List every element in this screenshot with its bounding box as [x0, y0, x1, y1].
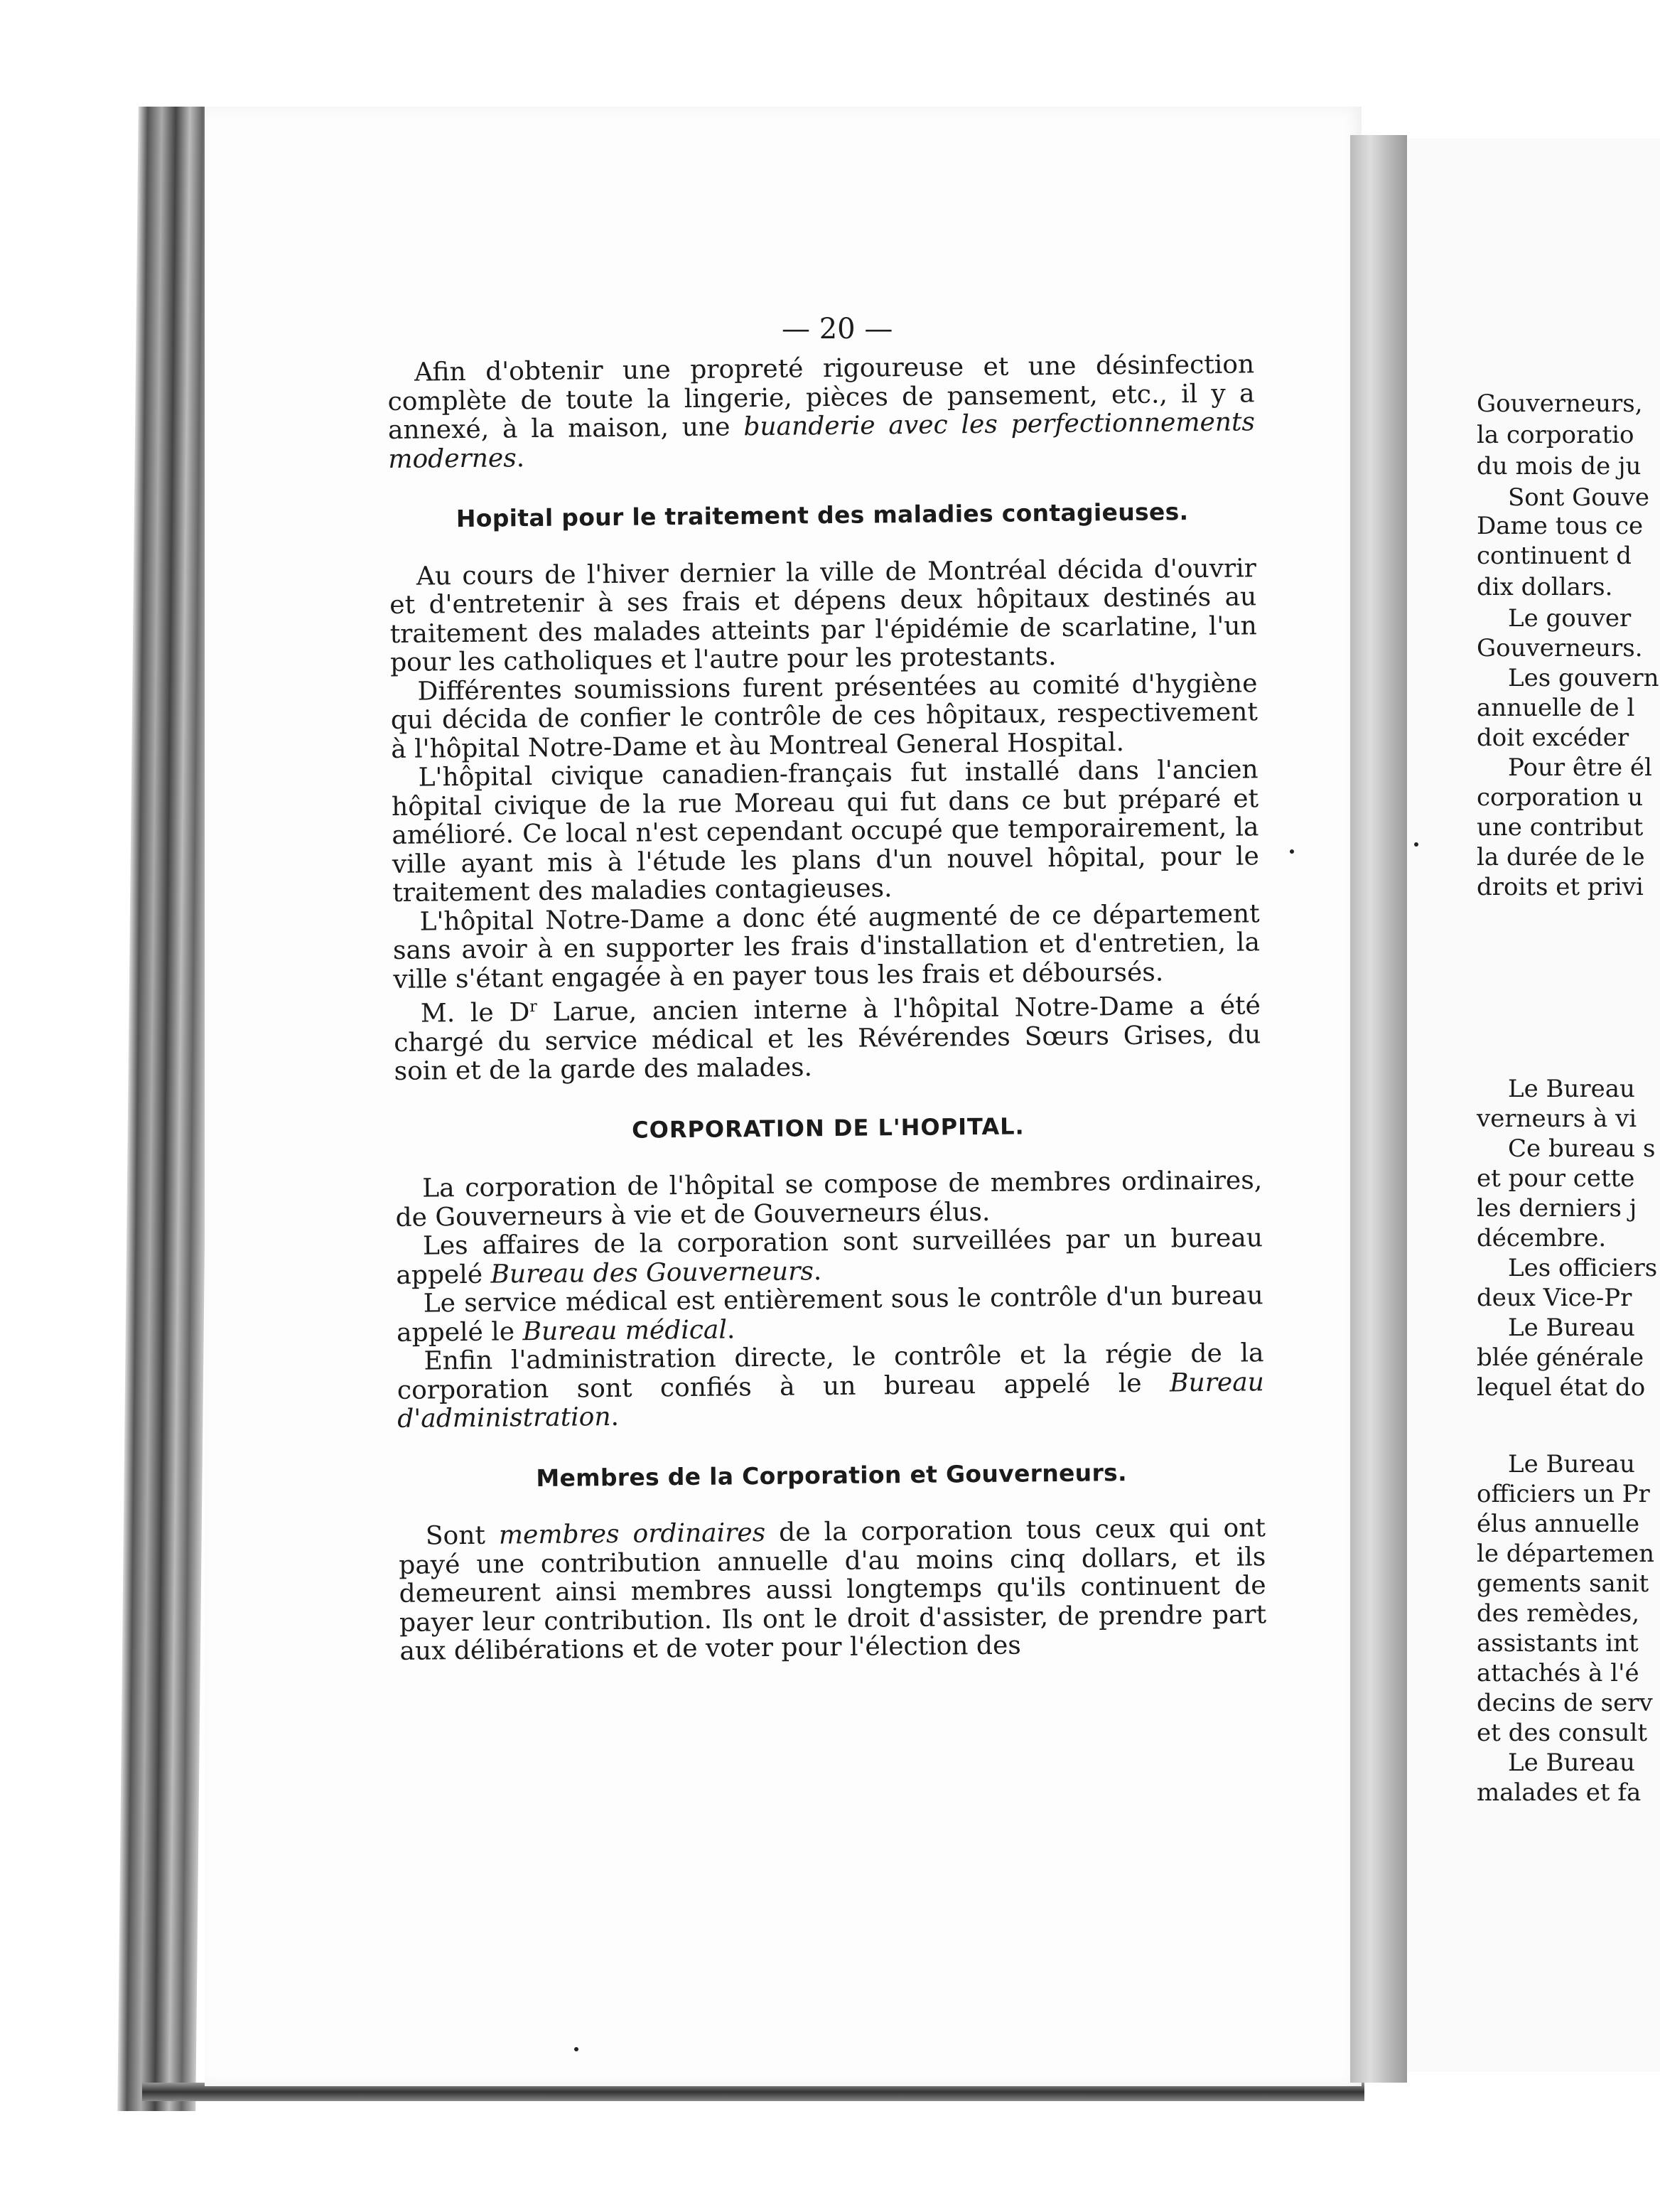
right-page-line: Le gouver — [1508, 604, 1632, 633]
right-page-line: le départemen — [1477, 1540, 1655, 1568]
page-number: — 20 — — [782, 313, 893, 345]
right-page-line: verneurs à vi — [1477, 1105, 1637, 1133]
speck — [1414, 842, 1418, 847]
paragraph-composition: La corporation de l'hôpital se compose de membres ordinaires, de Gouverneurs à vie et de Gouverneurs élus. — [395, 1166, 1263, 1233]
right-page-line: blée générale — [1477, 1343, 1644, 1372]
right-page-line: deux Vice-Pr — [1477, 1284, 1632, 1312]
right-page-line: du mois de ju — [1477, 452, 1642, 480]
right-page-line: Gouverneurs. — [1477, 634, 1643, 662]
right-page-line: Les gouvern — [1508, 664, 1659, 692]
paragraph-ordinary-members: Sont membres ordinaires de la corporation tous ceux qui ont payé une contribution annuelle d'au moins cinq dollars, et ils demeurent ainsi membres aussi longtemps qu'ils continuent de payer leur contribution. Ils ont le droit d'assister, de prendre part aux délibérations et de voter pour l'élection des — [399, 1513, 1267, 1666]
right-page-line: Dame tous ce — [1477, 512, 1644, 540]
right-page-line: Le Bureau — [1508, 1450, 1635, 1478]
right-page-line: Gouverneurs, — [1477, 390, 1643, 418]
right-page-line: et pour cette — [1477, 1164, 1635, 1193]
right-page-line: gements sanit — [1477, 1569, 1649, 1598]
right-page-line: corporation u — [1477, 783, 1644, 812]
right-page-line: une contribut — [1477, 813, 1644, 842]
heading-corporation: CORPORATION DE L'HOPITAL. — [631, 1112, 1025, 1144]
right-page-line: dix dollars. — [1477, 573, 1613, 601]
right-page-line: décembre. — [1477, 1224, 1607, 1252]
right-page-line: et des consult — [1477, 1719, 1648, 1747]
right-page-line: decins de serv — [1477, 1689, 1653, 1717]
right-page-line: la durée de le — [1477, 843, 1645, 871]
speck — [1290, 849, 1294, 854]
right-page-line: attachés à l'é — [1477, 1659, 1639, 1687]
heading-contagious-hospital: Hopital pour le traitement des maladies contagieuses. — [456, 498, 1189, 533]
right-page-line: Le Bureau — [1508, 1314, 1635, 1342]
speck — [574, 2047, 578, 2051]
paragraph-civic-hospital: L'hôpital civique canadien-français fut installé dans l'ancien hôpital civique de la rue Moreau qui fut dans ce but préparé et amélioré. Ce local n'est cependant occupé que temporairement, la ville ayant mis à l'étude les plans d'un nouvel hôpital, pour le traitement des maladies contagieuses. — [391, 755, 1259, 908]
paragraph-submissions: Différentes soumissions furent présentées au comité d'hygiène qui décida de confier le contrôle de ces hôpitaux, respectivement à l'hôpital Notre-Dame et àu Montreal General Hospital. — [390, 668, 1259, 764]
left-page-text — [387, 350, 1267, 1666]
right-page-line: annuelle de l — [1477, 694, 1635, 722]
right-page-line: malades et fa — [1477, 1778, 1642, 1807]
right-page-line: lequel état do — [1477, 1373, 1646, 1402]
right-page-line: continuent d — [1477, 542, 1632, 570]
right-page-line: des remèdes, — [1477, 1599, 1640, 1628]
right-page-line: Les officiers — [1508, 1254, 1658, 1282]
paragraph-medical-service: Le service médical est entièrement sous le contrôle d'un bureau appelé le Bureau médical. — [396, 1281, 1263, 1348]
right-page-line: Le Bureau — [1508, 1075, 1635, 1103]
paragraph-lingerie: Afin d'obtenir une propreté rigoureuse et une désinfection complète de toute la lingerie, pièces de pansement, etc., il y a annexé, à la maison, une buanderie avec les perfectionnements modernes. — [387, 350, 1256, 474]
right-page-line: la corporatio — [1477, 421, 1634, 449]
paragraph-dr-larue: M. le $D^r$ Larue, ancien interne à l'hôpital Notre-Dame a été chargé du service médical et les Révérendes Sœurs Grises, du soin et de la garde des malades. — [394, 991, 1261, 1086]
paragraph-administration: Enfin l'administration directe, le contrôle et la régie de la corporation sont confiés à un bureau appelé le Bureau d'administration. — [397, 1338, 1265, 1434]
right-page-line: droits et privi — [1477, 873, 1644, 901]
paragraph-department: L'hôpital Notre-Dame a donc été augmenté de ce département sans avoir à en supporter les frais d'installation et d'entretien, la ville s'étant engagée à en payer tous les frais et déboursés. — [392, 898, 1261, 994]
right-page-line: élus annuelle — [1477, 1510, 1640, 1538]
book-edge-left — [117, 107, 217, 2111]
right-page-line: assistants int — [1477, 1629, 1639, 1658]
right-page-line: Pour être él — [1508, 753, 1652, 782]
paragraph-winter: Au cours de l'hiver dernier la ville de Montréal décida d'ouvrir et d'entretenir à ses frais et dépens deux hôpitaux destinés au traitement des malades atteints par l'épidémie de scarlatine, l'un pour les catholiques et l'autre pour les protestants. — [389, 553, 1257, 677]
page-gutter — [1350, 135, 1407, 2083]
paragraph-affairs: Les affaires de la corporation sont surveillées par un bureau appelé Bureau des Gouverneurs. — [396, 1223, 1263, 1290]
right-page-line: Ce bureau s — [1508, 1134, 1656, 1163]
right-page-line: Sont Gouve — [1508, 483, 1649, 512]
right-page-line: Le Bureau — [1508, 1749, 1635, 1777]
heading-members: Membres de la Corporation et Gouverneurs. — [536, 1458, 1128, 1492]
right-page-line: officiers un Pr — [1477, 1480, 1650, 1508]
right-page-line: les derniers j — [1477, 1194, 1637, 1223]
right-page-line: doit excéder — [1477, 724, 1629, 752]
